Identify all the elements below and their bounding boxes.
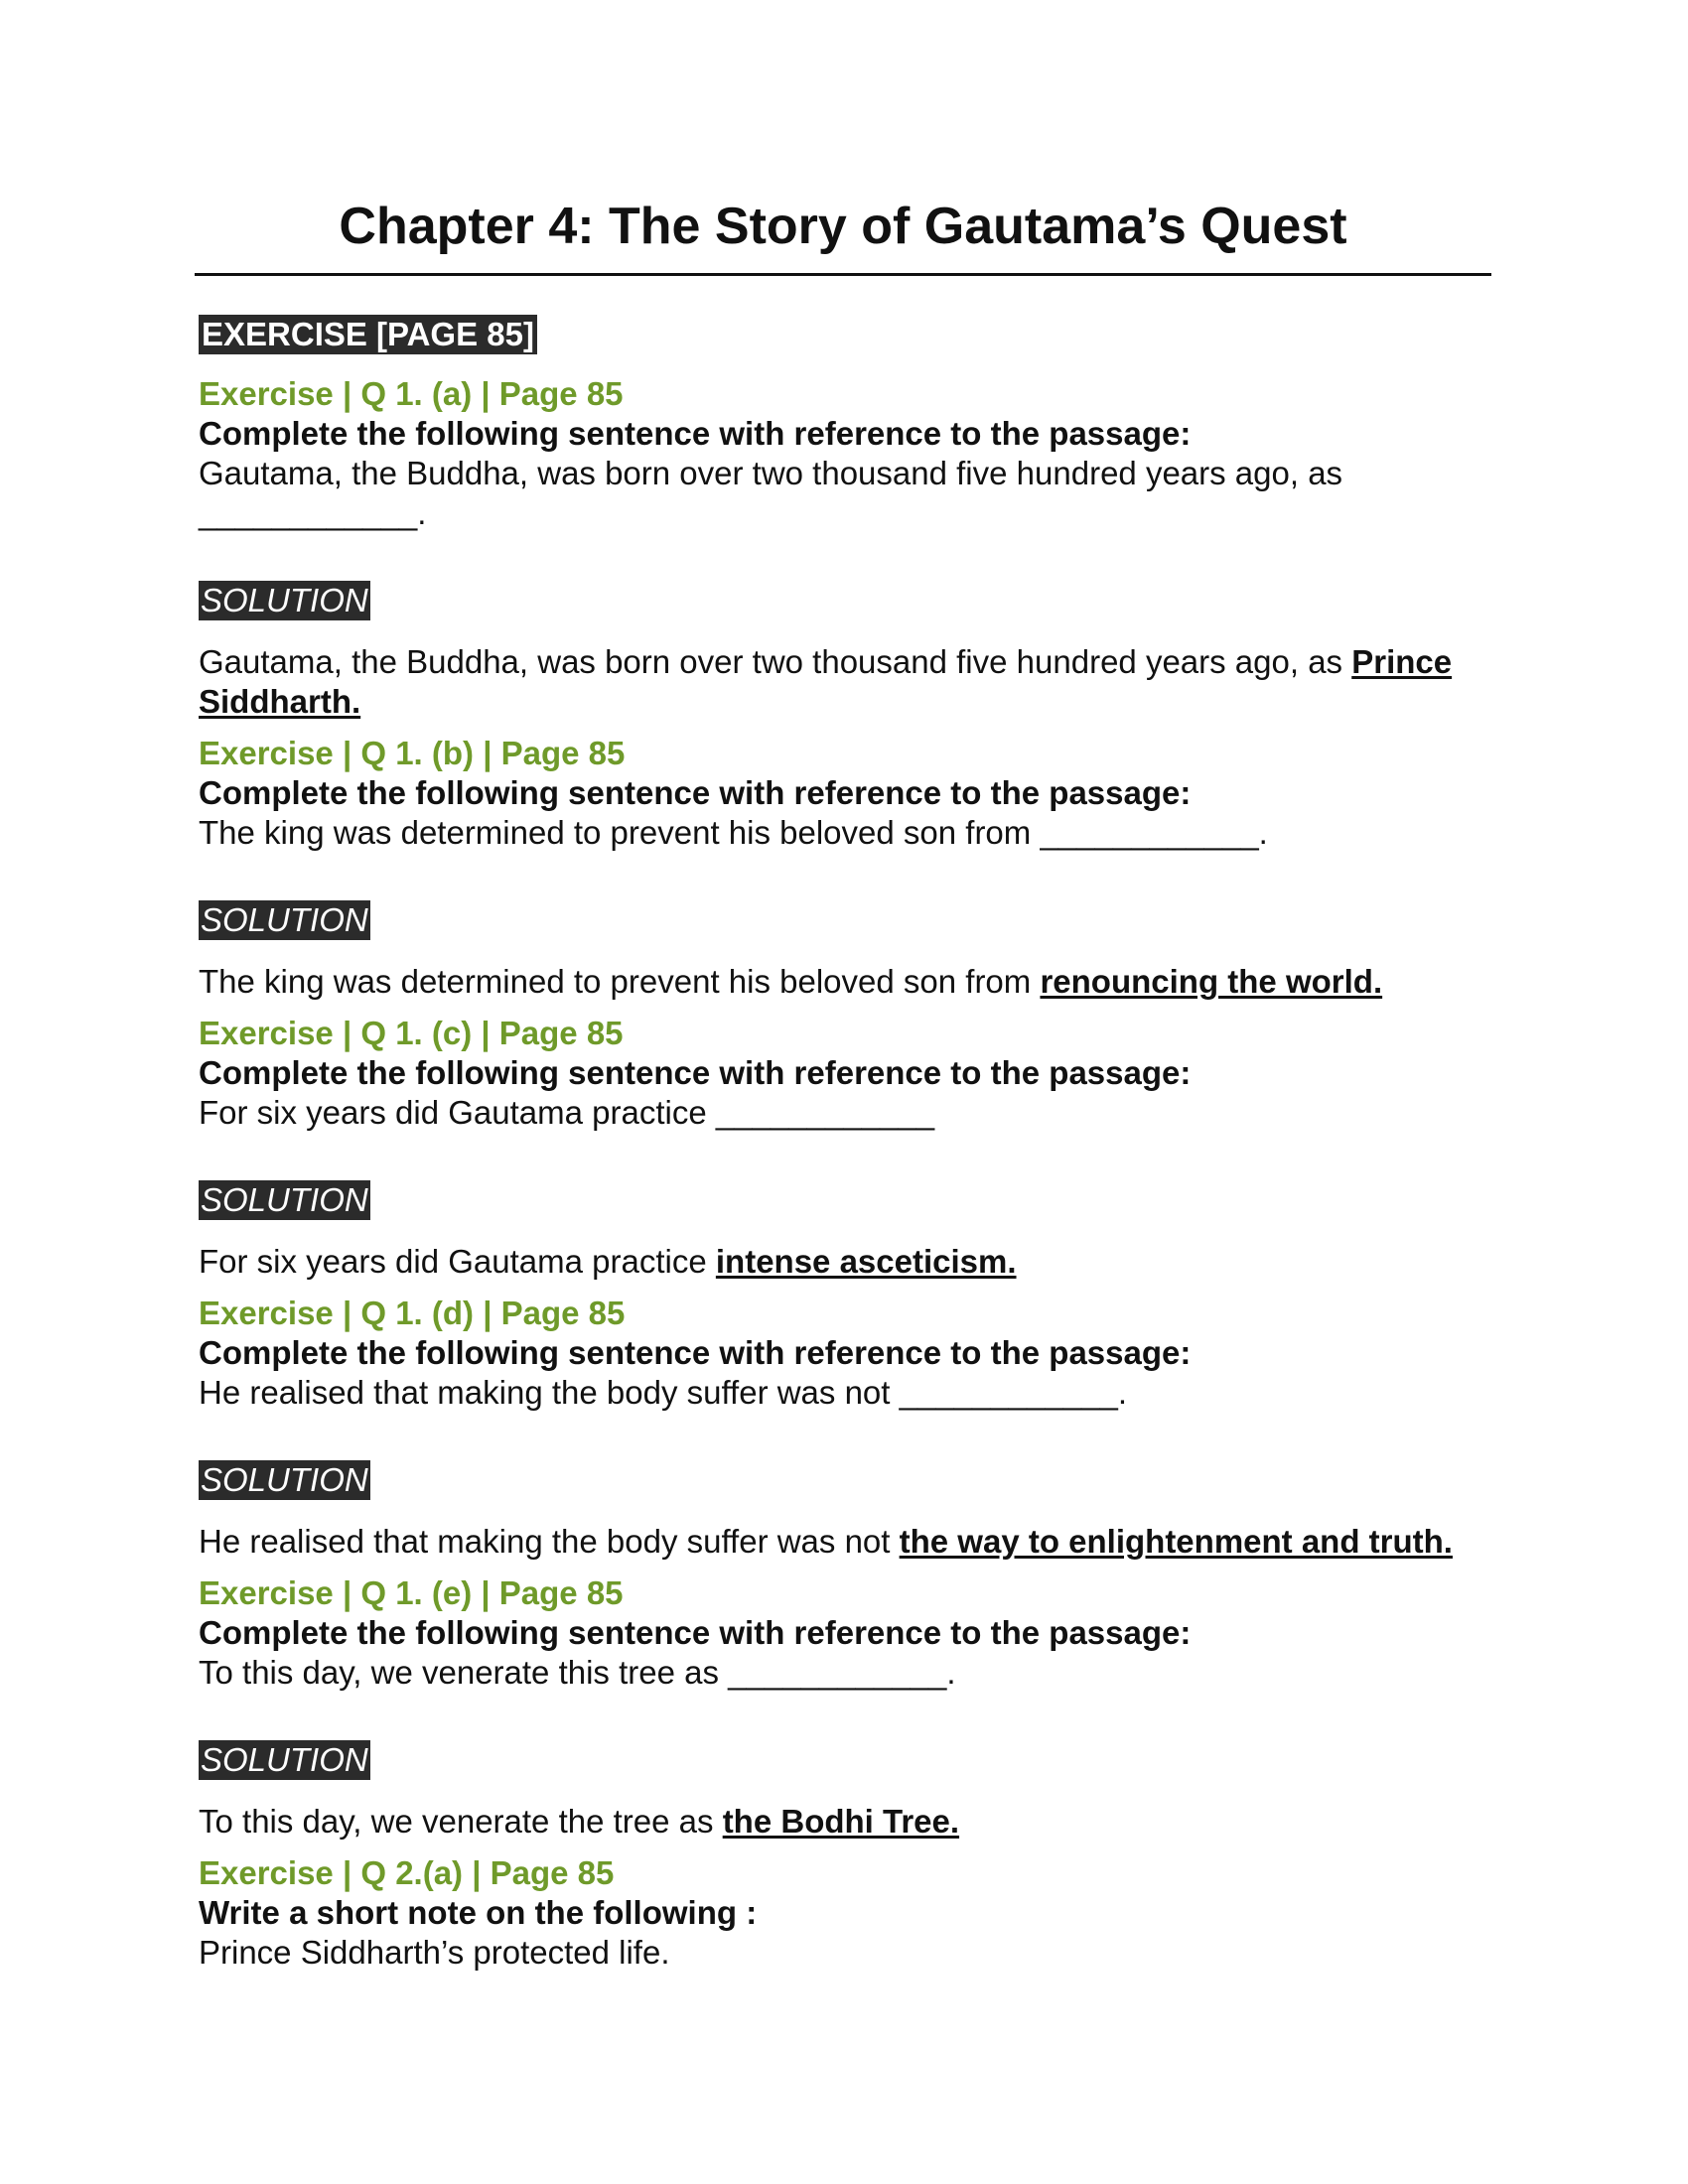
answer-text [199, 962, 1489, 1002]
question-block-1a [199, 374, 1489, 533]
exercise-label: Exercise | Q 1. (d) | Page 85 [199, 1295, 626, 1331]
solution-tag: SOLUTION [201, 1741, 368, 1778]
answer-text [199, 1522, 1489, 1562]
question-prompt: Complete the following sentence with reference to the passage: [199, 774, 1192, 811]
question-prompt: Complete the following sentence with reference to the passage: [199, 415, 1192, 452]
answer-highlight: Prince Siddharth. [199, 643, 1453, 720]
question-block-2a [199, 1853, 1489, 1973]
question-block-1b [199, 734, 1489, 853]
question-block-1c [199, 1014, 1489, 1133]
answer-prefix: The king was determined to prevent his beloved son from [199, 963, 1041, 1000]
solution-block-1e [199, 1740, 1489, 1842]
solution-block-1a [199, 581, 1489, 722]
solution-block-1b [199, 900, 1489, 1002]
solution-tag: SOLUTION [201, 1181, 368, 1218]
solution-tag: SOLUTION [201, 1461, 368, 1498]
question-text: He realised that making the body suffer was not ____________. [199, 1374, 1128, 1411]
exercise-label: Exercise | Q 2.(a) | Page 85 [199, 1854, 615, 1891]
question-block-1d [199, 1294, 1489, 1413]
answer-text [199, 1242, 1489, 1282]
answer-prefix: Gautama, the Buddha, was born over two thousand five hundred years ago, as [199, 643, 1352, 680]
exercise-label: Exercise | Q 1. (b) | Page 85 [199, 735, 626, 771]
document-body [199, 315, 1489, 1973]
page-title: Chapter 4: The Story of Gautama’s Quest [339, 198, 1347, 255]
answer-prefix: To this day, we venerate the tree as [199, 1803, 723, 1840]
answer-text [199, 1802, 1489, 1842]
question-prompt: Complete the following sentence with reference to the passage: [199, 1334, 1192, 1371]
question-prompt: Complete the following sentence with reference to the passage: [199, 1614, 1192, 1651]
question-prompt: Write a short note on the following : [199, 1894, 758, 1931]
solution-block-1d [199, 1460, 1489, 1562]
section-heading: EXERCISE [PAGE 85] [199, 315, 537, 354]
question-text: Gautama, the Buddha, was born over two thousand five hundred years ago, as ____________. [199, 455, 1343, 531]
answer-text [199, 642, 1489, 722]
answer-highlight: renouncing the world. [1040, 963, 1383, 1000]
answer-highlight: the way to enlightenment and truth. [899, 1523, 1453, 1560]
question-text: Prince Siddharth’s protected life. [199, 1934, 670, 1971]
title-rule [195, 273, 1491, 276]
answer-prefix: For six years did Gautama practice [199, 1243, 716, 1280]
question-text: The king was determined to prevent his beloved son from ____________. [199, 814, 1268, 851]
exercise-label: Exercise | Q 1. (c) | Page 85 [199, 1015, 624, 1051]
solution-tag: SOLUTION [201, 901, 368, 938]
exercise-label: Exercise | Q 1. (e) | Page 85 [199, 1574, 624, 1611]
solution-block-1c [199, 1180, 1489, 1282]
question-text: To this day, we venerate this tree as ____________. [199, 1654, 956, 1691]
exercise-label: Exercise | Q 1. (a) | Page 85 [199, 375, 624, 412]
question-text: For six years did Gautama practice ____________ [199, 1094, 935, 1131]
answer-highlight: intense asceticism. [715, 1243, 1017, 1280]
answer-prefix: He realised that making the body suffer was not [199, 1523, 900, 1560]
solution-tag: SOLUTION [201, 582, 368, 618]
question-block-1e [199, 1573, 1489, 1693]
question-prompt: Complete the following sentence with reference to the passage: [199, 1054, 1192, 1091]
answer-highlight: the Bodhi Tree. [722, 1803, 960, 1840]
